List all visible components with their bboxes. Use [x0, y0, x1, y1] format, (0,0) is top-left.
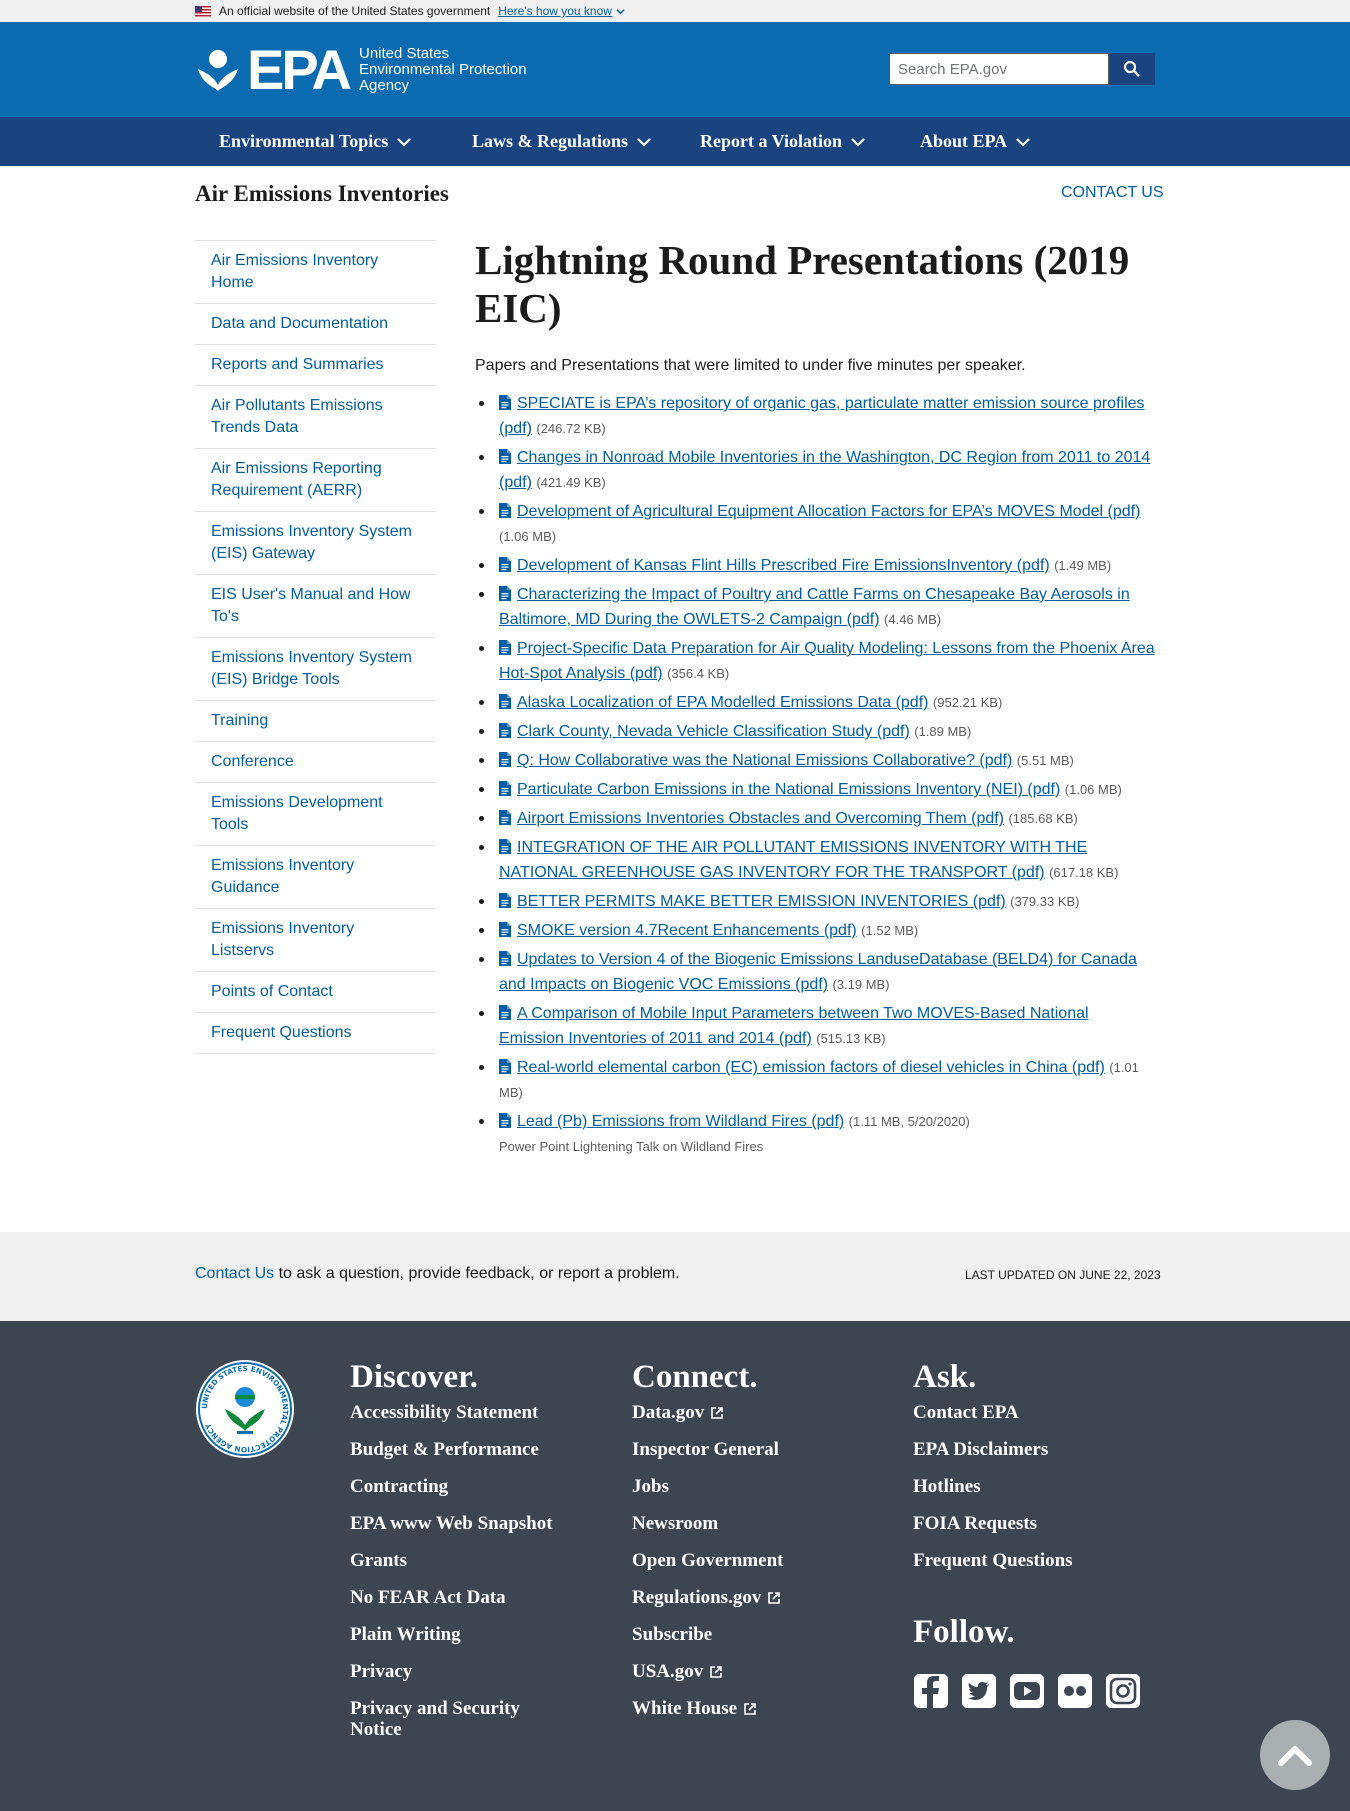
seal-text: UNITED STATES ENVIRONMENTAL PROTECTION AGENCY — [199, 1363, 291, 1455]
file-icon — [499, 750, 511, 765]
footer-link[interactable]: Grants — [350, 1550, 407, 1571]
sidebar-nav — [195, 240, 436, 1054]
footer-link[interactable]: No FEAR Act Data — [350, 1587, 506, 1608]
footer-link-external[interactable]: White House — [632, 1698, 783, 1719]
file-size: (1.89 MB) — [914, 724, 972, 739]
document-item — [475, 748, 1155, 773]
footer-link-external[interactable]: Data.gov — [632, 1402, 783, 1423]
file-icon — [499, 808, 511, 823]
footer-link[interactable]: EPA www Web Snapshot — [350, 1513, 553, 1534]
external-link-icon — [710, 1406, 724, 1420]
sidebar-item[interactable]: EIS User's Manual and How To's — [195, 575, 436, 638]
file-size: (515.13 KB) — [816, 1031, 886, 1046]
search-button[interactable] — [1109, 53, 1155, 85]
document-link[interactable]: Development of Agricultural Equipment Allocation Factors for EPA’s MOVES Model (pdf) — [517, 503, 1141, 520]
epa-flower-icon — [195, 47, 241, 93]
footer-link[interactable]: Open Government — [632, 1550, 784, 1571]
sidebar-item[interactable]: Air Emissions Inventory Home — [195, 241, 436, 304]
footer-link[interactable]: Newsroom — [632, 1513, 719, 1534]
document-link[interactable]: Real-world elemental carbon (EC) emission factors of diesel vehicles in China (pdf) — [517, 1059, 1105, 1076]
search-input[interactable] — [889, 53, 1109, 85]
intro-text: Papers and Presentations that were limited to under five minutes per speaker. — [475, 357, 1026, 374]
document-link[interactable]: Alaska Localization of EPA Modelled Emissions Data (pdf) — [517, 694, 929, 711]
footer-link[interactable]: Hotlines — [913, 1476, 981, 1497]
document-item — [475, 1109, 1155, 1159]
document-link[interactable]: INTEGRATION OF THE AIR POLLUTANT EMISSIONS INVENTORY WITH THE NATIONAL GREENHOUSE GAS INVENTORY FOR THE TRANSPORT (pdf) — [499, 839, 1088, 881]
file-size: (5.51 MB) — [1016, 753, 1074, 768]
chevron-down-icon — [850, 134, 866, 150]
document-link[interactable]: Clark County, Nevada Vehicle Classification Study (pdf) — [517, 723, 910, 740]
footer-link[interactable]: Subscribe — [632, 1624, 713, 1645]
page-title: Lightning Round Presentations (2019 EIC) — [475, 237, 1130, 331]
document-item — [475, 719, 1155, 744]
file-icon — [499, 891, 511, 906]
footer-follow — [913, 1614, 1141, 1709]
file-icon — [499, 393, 511, 408]
main-nav — [0, 117, 1350, 166]
document-item — [475, 889, 1155, 914]
sidebar-item[interactable]: Emissions Development Tools — [195, 783, 436, 846]
sidebar-item[interactable]: Emissions Inventory Guidance — [195, 846, 436, 909]
document-item — [475, 1001, 1155, 1051]
footer-link[interactable]: Frequent Questions — [913, 1550, 1073, 1571]
site-header — [0, 22, 1350, 117]
file-size: (4.46 MB) — [884, 612, 942, 627]
file-icon — [499, 447, 511, 462]
document-item — [475, 445, 1155, 495]
nav-environmental-topics[interactable]: Environmental Topics — [219, 131, 412, 152]
epa-seal-icon — [195, 1359, 295, 1459]
youtube-icon[interactable] — [1009, 1673, 1045, 1709]
back-to-top-button[interactable] — [1260, 1720, 1330, 1790]
contact-strip — [0, 1232, 1350, 1321]
sidebar-item[interactable]: Emissions Inventory System (EIS) Bridge Tools — [195, 638, 436, 701]
document-link[interactable]: Particulate Carbon Emissions in the National Emissions Inventory (NEI) (pdf) — [517, 781, 1061, 798]
sidebar-item[interactable]: Frequent Questions — [195, 1013, 436, 1054]
site-footer — [0, 1321, 1350, 1811]
last-updated: LAST UPDATED ON JUNE 22, 2023 — [965, 1268, 1161, 1282]
file-size: (1.49 MB) — [1054, 558, 1112, 573]
file-icon — [499, 584, 511, 599]
document-item — [475, 947, 1155, 997]
contact-strip-text: Contact Us to ask a question, provide feedback, or report a problem. — [195, 1265, 680, 1282]
chevron-up-icon — [1277, 1743, 1313, 1767]
footer-link[interactable]: Privacy and Security Notice — [350, 1698, 520, 1740]
footer-link[interactable]: Contact EPA — [913, 1402, 1019, 1423]
document-link[interactable]: SMOKE version 4.7Recent Enhancements (pdf) — [517, 922, 857, 939]
us-flag-icon — [195, 6, 211, 17]
chevron-down-icon — [1015, 134, 1031, 150]
file-icon — [499, 1111, 511, 1126]
gov-banner-text: An official website of the United States government — [219, 4, 491, 18]
document-item — [475, 1055, 1155, 1105]
facebook-icon[interactable] — [913, 1673, 949, 1709]
document-link[interactable]: Airport Emissions Inventories Obstacles and Overcoming Them (pdf) — [517, 810, 1005, 827]
document-item — [475, 582, 1155, 632]
file-size: (3.19 MB) — [832, 977, 890, 992]
document-link[interactable]: Updates to Version 4 of the Biogenic Emissions LanduseDatabase (BELD4) for Canada and Impacts on Biogenic VOC Emissions (pdf) — [499, 951, 1137, 993]
nav-about-epa[interactable]: About EPA — [920, 131, 1031, 152]
sidebar-item[interactable]: Reports and Summaries — [195, 345, 436, 386]
footer-ask — [913, 1357, 1073, 1587]
footer-link[interactable]: FOIA Requests — [913, 1513, 1038, 1534]
footer-link[interactable]: Budget & Performance — [350, 1439, 539, 1460]
epa-logo[interactable] — [195, 38, 527, 101]
flickr-icon[interactable] — [1057, 1673, 1093, 1709]
file-size: (421.49 KB) — [536, 475, 606, 490]
gov-banner — [0, 0, 1350, 22]
document-item — [475, 835, 1155, 885]
follow-heading: Follow. — [913, 1614, 1015, 1650]
document-item — [475, 777, 1155, 802]
sidebar-item[interactable]: Points of Contact — [195, 972, 436, 1013]
ask-heading: Ask. — [913, 1359, 977, 1395]
chevron-down-icon — [396, 134, 412, 150]
footer-discover — [350, 1357, 553, 1756]
document-item — [475, 918, 1155, 943]
contact-us-link[interactable]: CONTACT US — [1061, 184, 1164, 201]
document-link[interactable]: BETTER PERMITS MAKE BETTER EMISSION INVENTORIES (pdf) — [517, 893, 1006, 910]
heres-how-you-know-link[interactable]: Here's how you know — [498, 4, 625, 18]
sidebar-item[interactable]: Emissions Inventory System (EIS) Gateway — [195, 512, 436, 575]
file-icon — [499, 1057, 511, 1072]
file-size: (952.21 KB) — [932, 695, 1003, 710]
file-size: (1.52 MB) — [861, 923, 919, 938]
file-size: (617.18 KB) — [1049, 865, 1119, 880]
footer-link[interactable]: Plain Writing — [350, 1624, 461, 1645]
sidebar-item[interactable]: Air Emissions Reporting Requirement (AERR) — [195, 449, 436, 512]
agency-name: United States Environmental Protection Agency — [359, 45, 527, 94]
chevron-down-icon — [616, 7, 625, 16]
section-title: Air Emissions Inventories — [195, 181, 449, 206]
instagram-icon[interactable] — [1105, 1673, 1141, 1709]
file-icon — [499, 501, 511, 516]
file-size: (1.06 MB) — [499, 529, 557, 544]
document-list — [475, 391, 1155, 1159]
file-size: (1.01 MB) — [499, 1060, 1139, 1100]
document-link[interactable]: A Comparison of Mobile Input Parameters between Two MOVES-Based National Emission Inventories of 2011 and 2014 (pdf) — [499, 1005, 1089, 1047]
file-icon — [499, 837, 511, 852]
document-item — [475, 499, 1155, 549]
document-link[interactable]: Project-Specific Data Preparation for Air Quality Modeling: Lessons from the Phoenix Area Hot-Spot Analysis (pdf) — [499, 640, 1155, 682]
sidebar-item[interactable]: Emissions Inventory Listservs — [195, 909, 436, 972]
file-icon — [499, 638, 511, 653]
epa-logo-text: EPA — [247, 38, 349, 101]
search-icon — [1123, 60, 1141, 78]
chevron-down-icon — [636, 134, 652, 150]
external-link-icon — [709, 1665, 723, 1679]
document-item — [475, 690, 1155, 715]
sidebar-item[interactable]: Conference — [195, 742, 436, 783]
footer-link[interactable]: Privacy — [350, 1661, 413, 1682]
main-content — [475, 236, 1155, 1163]
footer-link[interactable]: Accessibility Statement — [350, 1402, 539, 1423]
contact-us-footer-link[interactable]: Contact Us — [195, 1265, 275, 1282]
file-size: (246.72 KB) — [536, 421, 606, 436]
document-link[interactable]: Lead (Pb) Emissions from Wildland Fires (pdf) — [517, 1113, 845, 1130]
nav-report-violation[interactable]: Report a Violation — [700, 131, 866, 152]
footer-link-external[interactable]: USA.gov — [632, 1661, 783, 1682]
file-icon — [499, 555, 511, 570]
document-link[interactable]: Q: How Collaborative was the National Emissions Collaborative? (pdf) — [517, 752, 1013, 769]
nav-laws-regulations[interactable]: Laws & Regulations — [472, 131, 652, 152]
file-size: (379.33 KB) — [1010, 894, 1080, 909]
file-icon — [499, 920, 511, 935]
document-link[interactable]: Development of Kansas Flint Hills Prescribed Fire EmissionsInventory (pdf) — [517, 557, 1050, 574]
document-item — [475, 806, 1155, 831]
footer-link[interactable]: Jobs — [632, 1476, 669, 1497]
document-link[interactable]: SPECIATE is EPA’s repository of organic gas, particulate matter emission source profiles (pdf) — [499, 395, 1145, 437]
sidebar-item[interactable]: Air Pollutants Emissions Trends Data — [195, 386, 436, 449]
footer-link[interactable]: Contracting — [350, 1476, 449, 1497]
document-link[interactable]: Changes in Nonroad Mobile Inventories in the Washington, DC Region from 2011 to 2014 (pdf) — [499, 449, 1151, 491]
file-icon — [499, 779, 511, 794]
file-size: (356.4 KB) — [667, 666, 730, 681]
footer-link-external[interactable]: Regulations.gov — [632, 1587, 783, 1608]
footer-link[interactable]: Inspector General — [632, 1439, 779, 1460]
document-link[interactable]: Characterizing the Impact of Poultry and Cattle Farms on Chesapeake Bay Aerosols in Baltimore, MD During the OWLETS-2 Campaign (pdf) — [499, 586, 1130, 628]
document-item — [475, 553, 1155, 578]
social-links — [913, 1673, 1141, 1709]
twitter-icon[interactable] — [961, 1673, 997, 1709]
sidebar-item[interactable]: Data and Documentation — [195, 304, 436, 345]
document-item — [475, 391, 1155, 441]
file-size: (1.11 MB, 5/20/2020) — [848, 1114, 970, 1129]
footer-connect — [632, 1357, 783, 1735]
sidebar-item[interactable]: Training — [195, 701, 436, 742]
document-note: Power Point Lightening Talk on Wildland Fires — [499, 1139, 764, 1154]
external-link-icon — [767, 1591, 781, 1605]
file-icon — [499, 1003, 511, 1018]
footer-link[interactable]: EPA Disclaimers — [913, 1439, 1049, 1460]
external-link-icon — [743, 1702, 757, 1716]
document-item — [475, 636, 1155, 686]
connect-heading: Connect. — [632, 1359, 758, 1395]
file-size: (185.68 KB) — [1008, 811, 1078, 826]
file-icon — [499, 692, 511, 707]
file-icon — [499, 721, 511, 736]
file-icon — [499, 949, 511, 964]
discover-heading: Discover. — [350, 1359, 479, 1395]
file-size: (1.06 MB) — [1064, 782, 1122, 797]
site-search — [889, 53, 1155, 85]
